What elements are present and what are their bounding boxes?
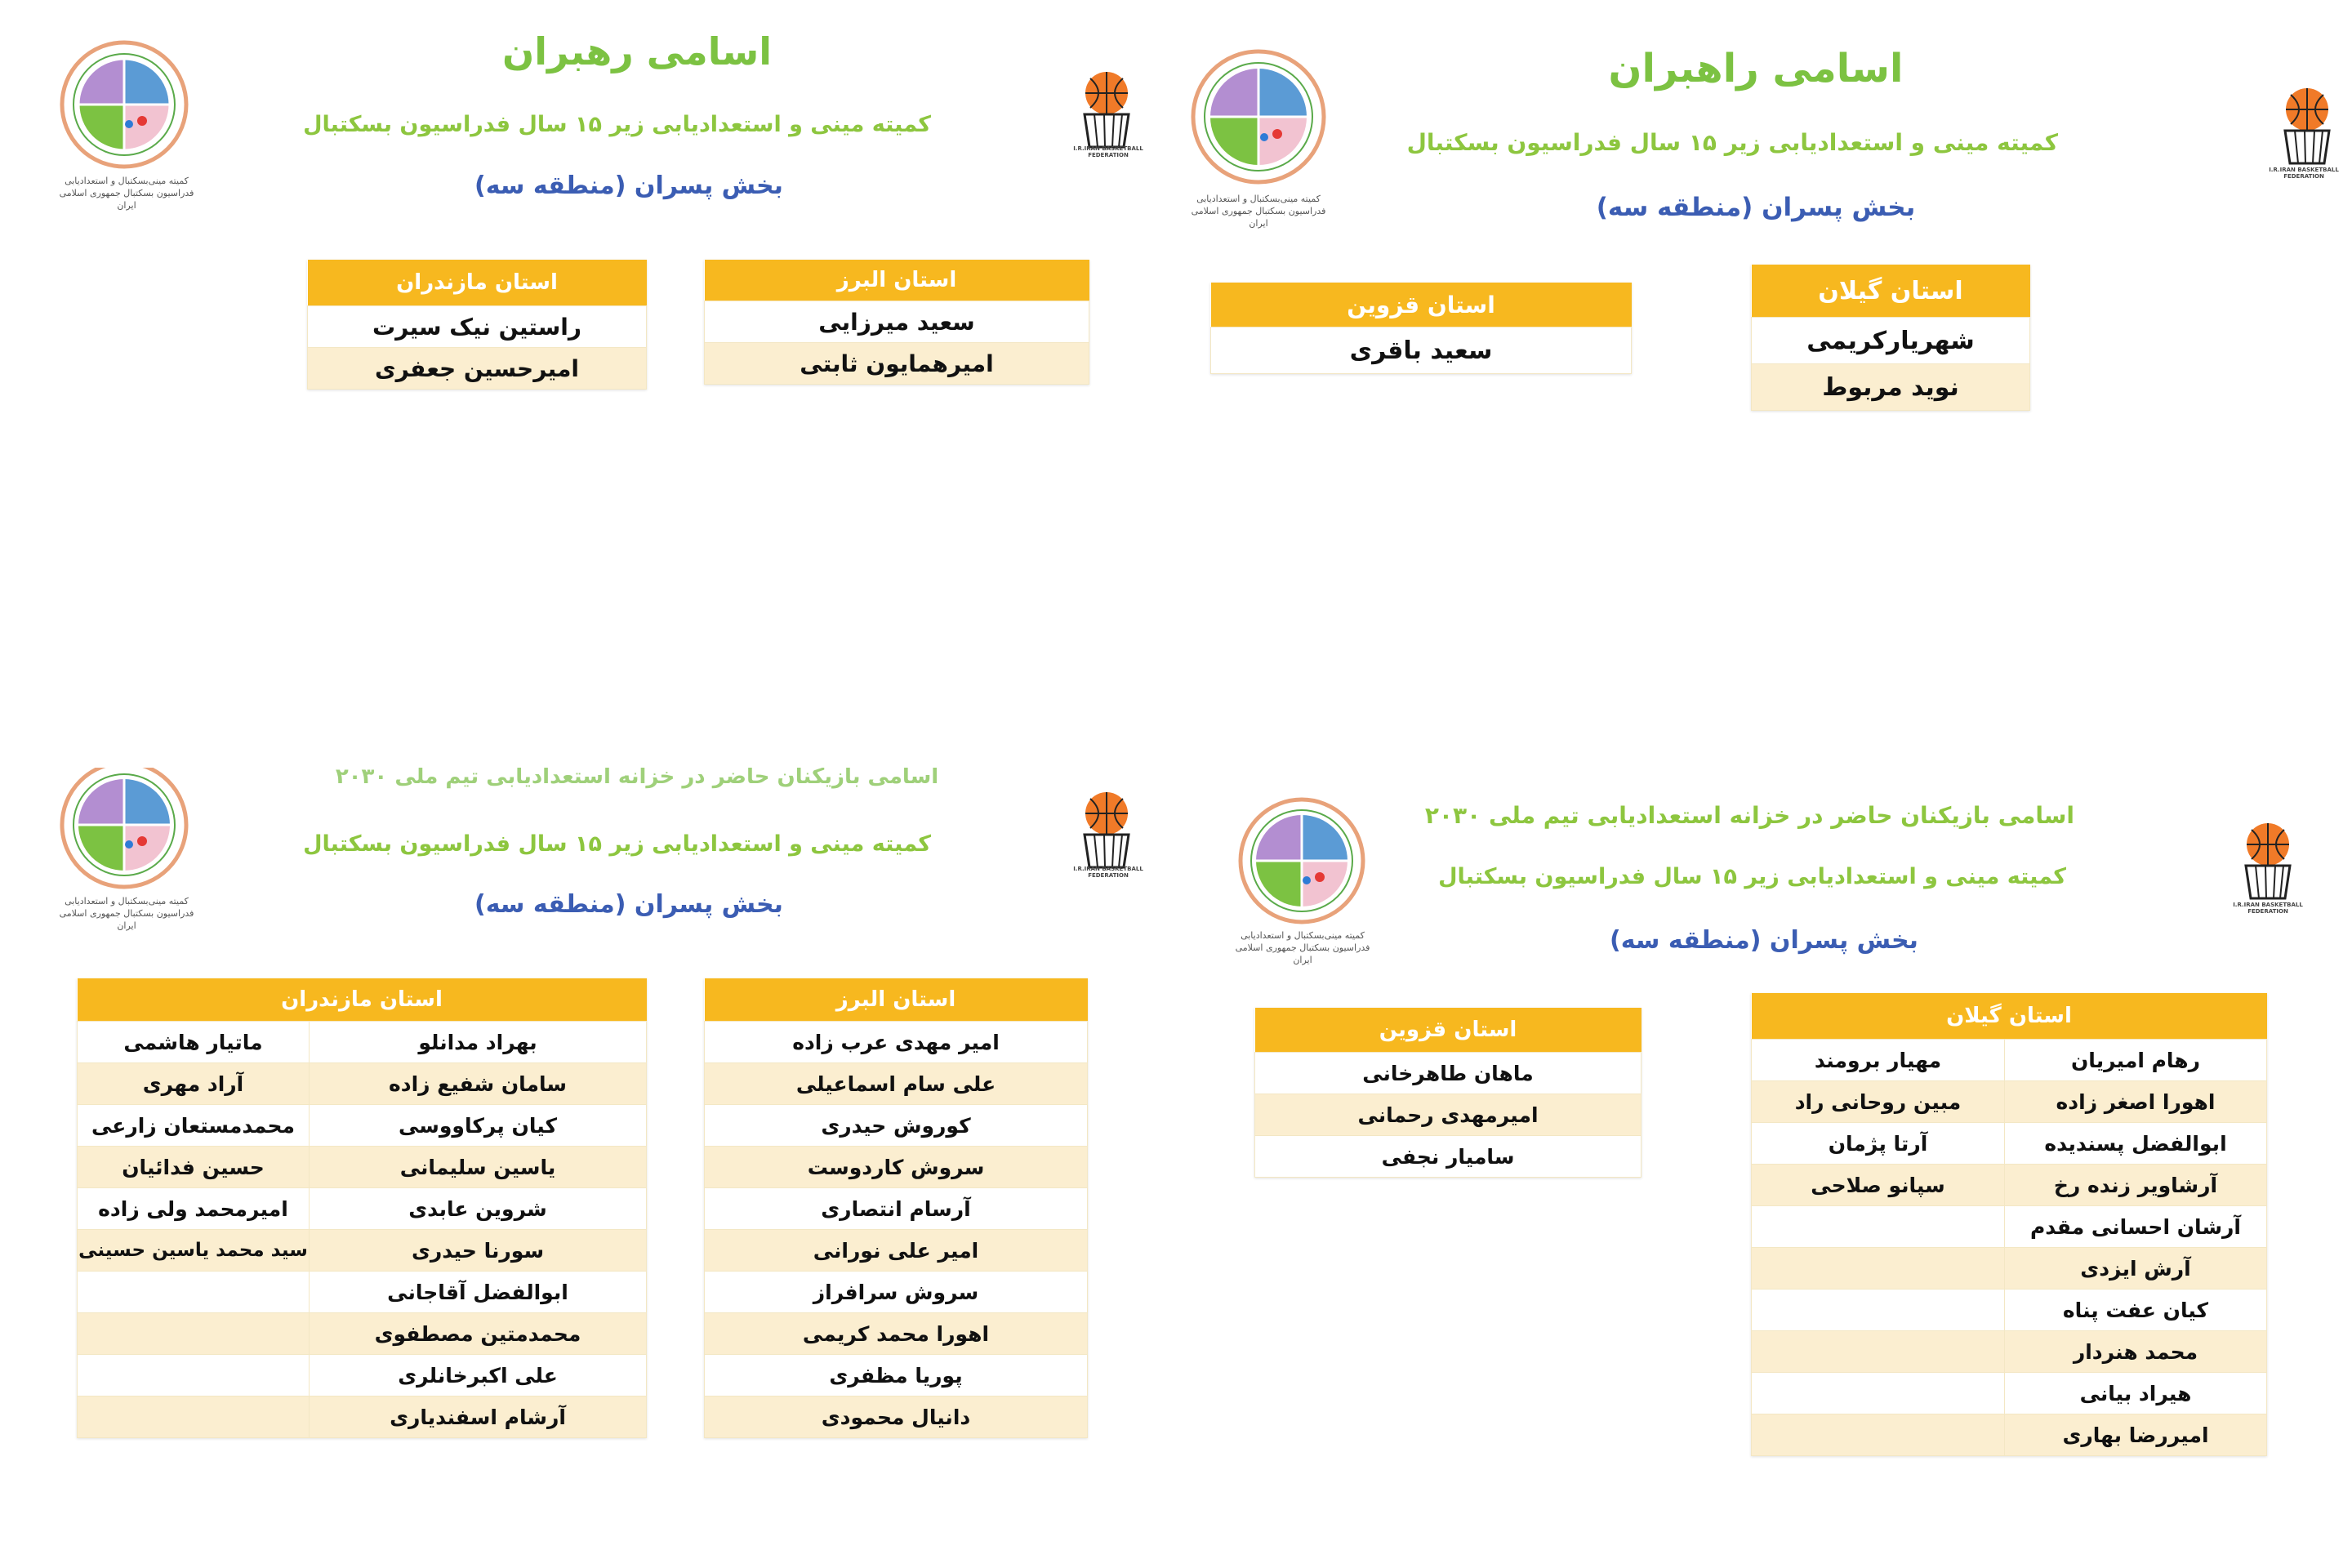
gilan-leaders-table [1751, 265, 2030, 411]
table-cell: ماهان طاهرخانی [1255, 1053, 1642, 1094]
table-cell: سعید میرزایی [705, 301, 1089, 343]
mazandaran-leaders-table [307, 260, 647, 390]
table-header: استان البرز [705, 260, 1089, 301]
qazvin-leaders-table [1210, 283, 1632, 374]
federation-caption: I.R.IRAN BASKETBALL FEDERATION [1073, 866, 1143, 879]
mazandaran-players-table [77, 978, 647, 1438]
federation-logo [2223, 820, 2313, 910]
committee-logo [57, 768, 196, 890]
table-cell: سپانو صلاحی [1752, 1165, 2005, 1206]
table-cell: مبین روحانی راد [1752, 1081, 2005, 1123]
table-header: استان مازندران [308, 260, 647, 306]
table-cell [78, 1355, 310, 1396]
table-cell [1752, 1331, 2005, 1373]
table-cell: علی اکبرخانلری [310, 1355, 647, 1396]
table-cell: کیان عفت پناه [2005, 1290, 2267, 1331]
federation-logo [2262, 85, 2352, 175]
panel-bottom-left-players [0, 768, 1176, 1568]
table-cell: اهورا اصغر زاده [2005, 1081, 2267, 1123]
table-cell: یاسین سلیمانی [310, 1147, 647, 1188]
table-header: استان گیلان [1752, 993, 2267, 1040]
table-cell [1752, 1206, 2005, 1248]
alborz-players-table [704, 978, 1088, 1438]
table-cell: امیررضا بهاری [2005, 1414, 2267, 1456]
table-cell: ابوالفضل پسندیده [2005, 1123, 2267, 1165]
section-label: بخش پسران (منطقه سه) [1610, 926, 1918, 955]
table-cell: محمدمستعان زارعی [78, 1105, 310, 1147]
table-cell: آرتا پژمان [1752, 1123, 2005, 1165]
table-cell: ابوالفضل آقاجانی [310, 1272, 647, 1313]
table-header: استان قزوین [1255, 1008, 1642, 1053]
table-cell: کوروش حیدری [705, 1105, 1088, 1147]
table-header: استان مازندران [78, 978, 647, 1022]
subtitle: کمیته مینی و استعدادیابی زیر ۱۵ سال فدراسیون بسکتبال [1438, 864, 2066, 889]
subtitle: کمیته مینی و استعدادیابی زیر ۱۵ سال فدراسیون بسکتبال [303, 831, 931, 857]
table-cell: کیان پرکاووسی [310, 1105, 647, 1147]
committee-logo [1189, 47, 1328, 186]
table-cell: آرش ایزدی [2005, 1248, 2267, 1290]
table-cell: سامان شفیع زاده [310, 1063, 647, 1105]
table-cell: دانیال محمودی [705, 1396, 1088, 1438]
table-cell: سورنا حیدری [310, 1230, 647, 1272]
committee-logo [1236, 795, 1367, 926]
page-title: اسامی بازیکنان حاضر در خزانه استعدادیابی تیم ملی ۲۰۳۰ [1424, 802, 2074, 829]
table-cell: محمد هنردار [2005, 1331, 2267, 1373]
table-cell: اهورا محمد کریمی [705, 1313, 1088, 1355]
federation-caption: I.R.IRAN BASKETBALL FEDERATION [1073, 145, 1143, 158]
table-cell [78, 1272, 310, 1313]
table-cell: امیرمهدی رحمانی [1255, 1094, 1642, 1136]
table-cell: آرشام اسفندیاری [310, 1396, 647, 1438]
table-cell: علی سام اسماعیلی [705, 1063, 1088, 1105]
table-cell: سامیار نجفی [1255, 1136, 1642, 1178]
table-cell: امیرحسین جعفری [308, 348, 647, 390]
table-cell: حسین فدائیان [78, 1147, 310, 1188]
table-cell: نوید مربوط [1752, 364, 2030, 411]
table-cell: سید محمد یاسین حسینی [78, 1230, 310, 1272]
subtitle: کمیته مینی و استعدادیابی زیر ۱۵ سال فدراسیون بسکتبال [303, 112, 931, 137]
table-cell: پوریا مظفری [705, 1355, 1088, 1396]
table-cell [78, 1313, 310, 1355]
table-cell [1752, 1373, 2005, 1414]
table-cell: آرشان احسانی مقدم [2005, 1206, 2267, 1248]
table-cell: هیراد بیانی [2005, 1373, 2267, 1414]
section-label: بخش پسران (منطقه سه) [1596, 193, 1916, 222]
table-cell: امیر علی نورانی [705, 1230, 1088, 1272]
table-cell [1752, 1290, 2005, 1331]
page-title: اسامی راهبران [1608, 46, 1904, 91]
table-cell [1752, 1414, 2005, 1456]
table-cell: رهام امیریان [2005, 1040, 2267, 1081]
table-cell: آرشاویر زنده رخ [2005, 1165, 2267, 1206]
section-label: بخش پسران (منطقه سه) [474, 172, 783, 200]
gilan-players-table [1751, 993, 2267, 1456]
committee-caption: کمیته مینی‌بسکتبال و استعدادیابی فدراسیون بسکتبال جمهوری اسلامی ایران [59, 896, 194, 931]
table-header: استان گیلان [1752, 265, 2030, 318]
federation-caption: I.R.IRAN BASKETBALL FEDERATION [2269, 167, 2339, 180]
table-cell: راستین نیک سیرت [308, 306, 647, 348]
table-cell: امیرهمایون ثابتی [705, 343, 1089, 385]
subtitle: کمیته مینی و استعدادیابی زیر ۱۵ سال فدراسیون بسکتبال [1406, 129, 2058, 156]
table-cell: امیر مهدی عرب زاده [705, 1022, 1088, 1063]
table-cell: سروش کاردوست [705, 1147, 1088, 1188]
table-cell: بهراد مدانلو [310, 1022, 647, 1063]
table-cell: محمدمتین مصطفوی [310, 1313, 647, 1355]
table-cell: شروین عابدی [310, 1188, 647, 1230]
table-header: استان البرز [705, 978, 1088, 1022]
table-cell: آراد مهری [78, 1063, 310, 1105]
table-cell: سعید باقری [1211, 327, 1632, 374]
table-header: استان قزوین [1211, 283, 1632, 327]
committee-caption: کمیته مینی‌بسکتبال و استعدادیابی فدراسیون بسکتبال جمهوری اسلامی ایران [59, 176, 194, 211]
table-cell: آرسام انتصاری [705, 1188, 1088, 1230]
table-cell [1752, 1248, 2005, 1290]
page-title: اسامی بازیکنان حاضر در خزانه استعدادیابی تیم ملی ۲۰۳۰ [335, 768, 939, 789]
table-cell: مهیار برومند [1752, 1040, 2005, 1081]
panel-top-left-leaders [0, 0, 1176, 784]
qazvin-players-table [1254, 1008, 1642, 1178]
table-cell: شهریارکریمی [1752, 318, 2030, 364]
federation-caption: I.R.IRAN BASKETBALL FEDERATION [2233, 902, 2303, 915]
panel-bottom-right-players [1176, 768, 2352, 1568]
alborz-leaders-table [704, 260, 1089, 385]
table-cell: سروش سرافراز [705, 1272, 1088, 1313]
page-title: اسامی رهبران [501, 29, 773, 74]
section-label: بخش پسران (منطقه سه) [474, 890, 783, 919]
panel-top-right-leaders [1176, 0, 2352, 784]
table-cell: ماتیار هاشمی [78, 1022, 310, 1063]
committee-logo [57, 39, 196, 170]
committee-caption: کمیته مینی‌بسکتبال و استعدادیابی فدراسیون بسکتبال جمهوری اسلامی ایران [1191, 194, 1326, 229]
table-cell: امیرمحمد ولی زاده [78, 1188, 310, 1230]
table-cell [78, 1396, 310, 1438]
committee-caption: کمیته مینی‌بسکتبال و استعدادیابی فدراسیون بسکتبال جمهوری اسلامی ایران [1235, 930, 1370, 965]
